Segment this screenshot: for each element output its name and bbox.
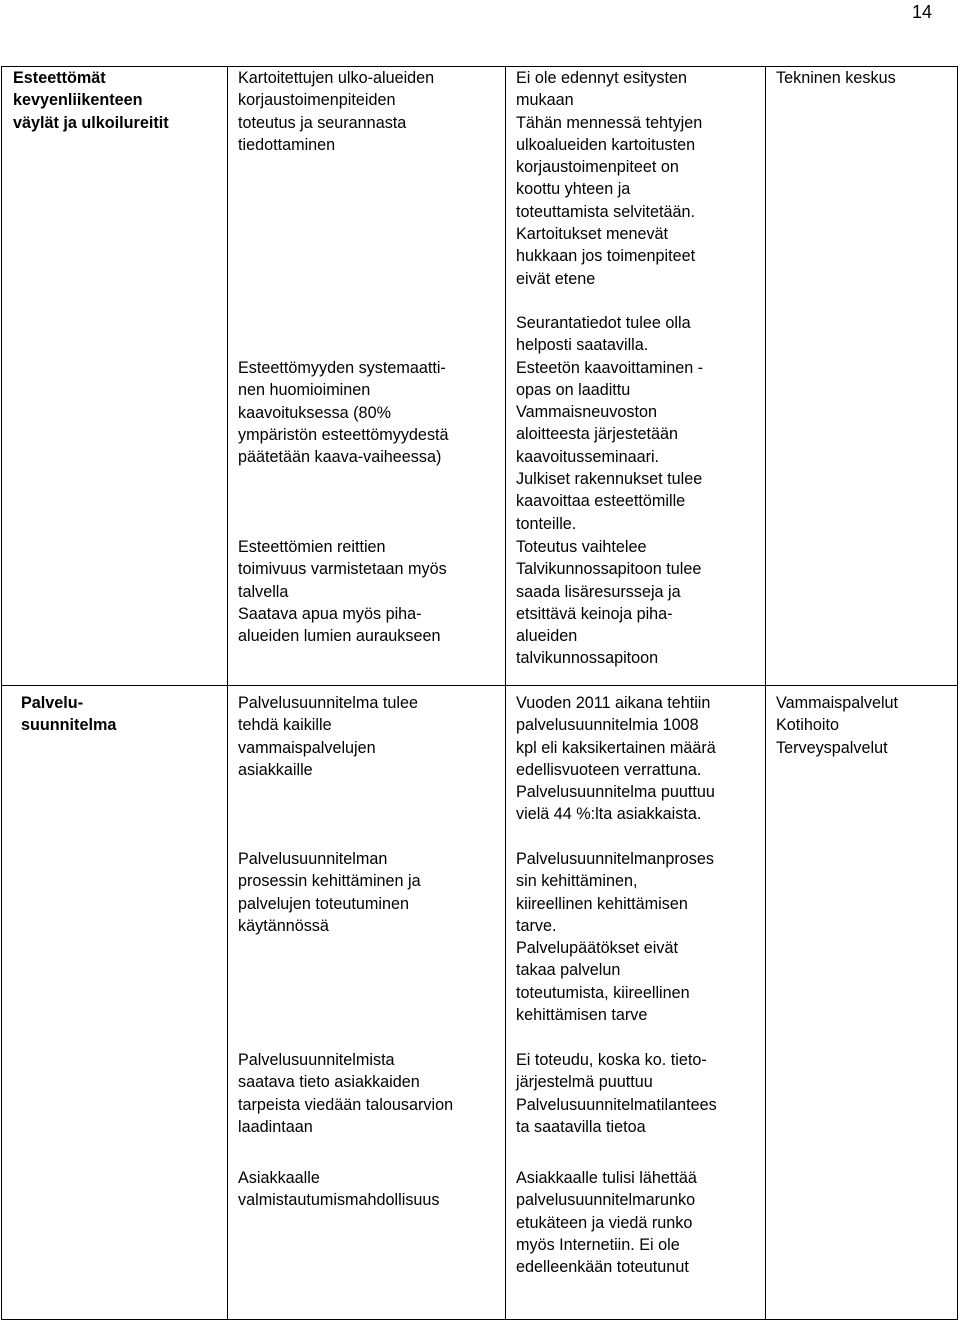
status-cell: Ei toteudu, koska ko. tieto- järjestelmä puuttuu Palvelusuunnitelmatilantees ta saatavilla tietoa xyxy=(516,1051,717,1136)
measure-cell: Palvelusuunnitelman prosessin kehittäminen ja palvelujen toteutuminen käytännössä xyxy=(238,850,421,935)
section-topic-accessible-routes: Esteettömät kevyenliikenteen väylät ja ulkoilureitit xyxy=(13,69,169,132)
column-divider xyxy=(227,67,228,1319)
plan-table xyxy=(1,66,958,1320)
status-cell: Asiakkaalle tulisi lähettää palvelusuunnitelmarunko etukäteen ja viedä runko myös Internetiin. Ei ole edelleenkään toteutunut xyxy=(516,1169,697,1277)
measure-cell: Asiakkaalle valmistautumismahdollisuus xyxy=(238,1169,440,1210)
section-responsible-service-plan: Vammaispalvelut Kotihoito Terveyspalvelut xyxy=(776,694,899,757)
status-cell: Toteutus vaihtelee Talvikunnossapitoon tulee saada lisäresursseja ja etsittävä keinoja piha- alueiden talvikunnossapitoon xyxy=(516,538,702,668)
column-divider xyxy=(505,67,506,1319)
status-cell: Seurantatiedot tulee olla helposti saatavilla. Esteetön kaavoittaminen - opas on laadittu Vammaisneuvoston aloitteesta järjestetään kaavoitusseminaari. Julkiset rakennukset tulee kaavoittaa esteettömille tonteille. xyxy=(516,314,704,533)
measure-cell: Kartoitettujen ulko-alueiden korjaustoimenpiteiden toteutus ja seurannasta tiedottaminen xyxy=(238,69,435,154)
page-number: 14 xyxy=(911,2,932,22)
section-topic-service-plan: Palvelu- suunnitelma xyxy=(21,694,117,735)
status-cell: Ei ole edennyt esitysten mukaan Tähän mennessä tehtyjen ulkoalueiden kartoitusten korjaustoimenpiteet on koottu yhteen ja toteuttamista selvitetään. Kartoitukset menevät hukkaan jos toimenpiteet eivät etene xyxy=(516,69,703,288)
measure-cell: Palvelusuunnitelma tulee tehdä kaikille vammaispalvelujen asiakkaille xyxy=(238,694,418,779)
status-cell: Palvelusuunnitelmanproses sin kehittäminen, kiireellinen kehittämisen tarve. Palvelupäätökset eivät takaa palvelun toteutumista, kiireellinen kehittämisen tarve xyxy=(516,850,714,1025)
status-cell: Vuoden 2011 aikana tehtiin palvelusuunnitelmia 1008 kpl eli kaksikertainen määrä edellisvuoteen verrattuna. Palvelusuunnitelma puuttuu vielä 44 %:lta asiakkaista. xyxy=(516,694,716,824)
measure-cell: Esteettömyyden systemaatti- nen huomioiminen kaavoituksessa (80% ympäristön esteettömyydestä päätetään kaava-vaiheessa) xyxy=(238,359,449,467)
measure-cell: Esteettömien reittien toimivuus varmistetaan myös talvella Saatava apua myös piha- alueiden lumien auraukseen xyxy=(238,538,447,646)
section-divider xyxy=(2,685,957,686)
section-responsible-accessible-routes: Tekninen keskus xyxy=(776,69,896,87)
measure-cell: Palvelusuunnitelmista saatava tieto asiakkaiden tarpeista viedään talousarvion laadintaan xyxy=(238,1051,454,1136)
